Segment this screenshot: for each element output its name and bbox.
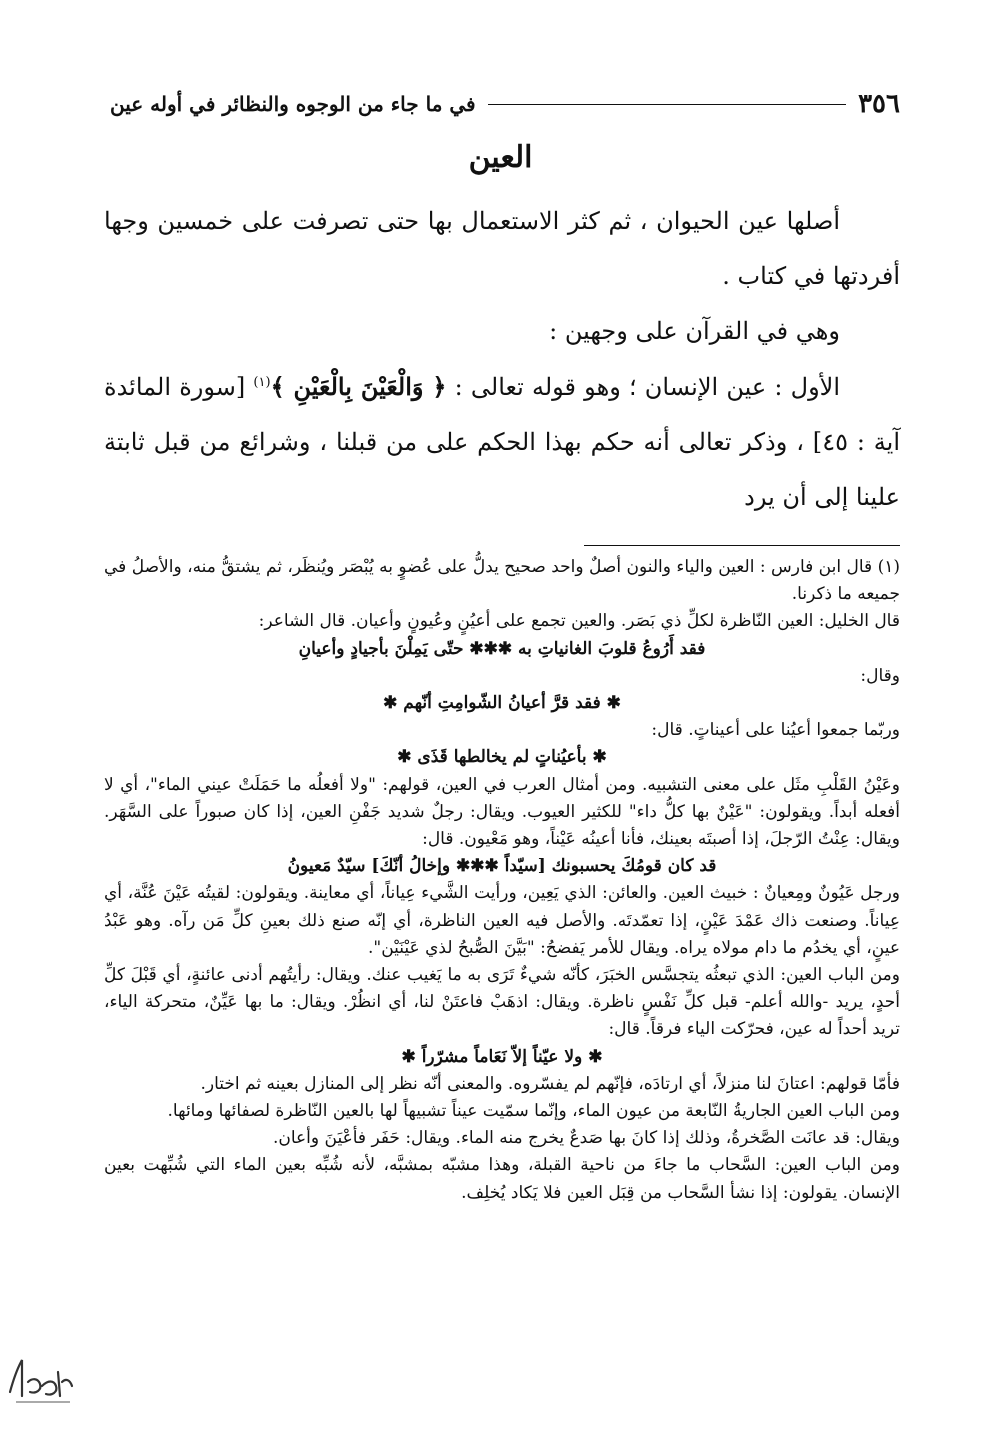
watermark-signature bbox=[6, 1352, 76, 1408]
main-text bbox=[104, 194, 900, 525]
footnotes bbox=[104, 554, 900, 1207]
footnote-line: فأمّا قولهم: اعتانَ لنا منزلاً، أي ارتادَه، فإنّهم لم يفسّروه. والمعنى أنّه نظر إلى المنازل بعينه ثم اختار. bbox=[200, 1073, 900, 1094]
running-header bbox=[110, 84, 900, 124]
footnote-line: قال الخليل: العين النّاظرة لكلِّ ذي بَصَر. والعين تجمع على أعيُنٍ وعُيونٍ وأعيان. قال الشاعر: bbox=[258, 611, 900, 632]
footnote-line: ومن الباب العين: الذي تبعثُه يتجسَّس الخبَرَ، كأنّه شيءٌ تَرَى به ما يَغيب عنك. ويقال: رأيتُهم أدنى عائنةٍ، أي قَبْلَ كلِّ أحدٍ، يريد -والله أعلم- قبل كلِّ نَفْسٍ ناظرة. ويقال: اذهَبْ فاعتَنْ لنا، أي انظُرْ. ويقال: ما بها عَيِّنٌ، متحركة الياء، تريد أحداً له عين، فحرّكت الياء فرقاً. قال: bbox=[104, 965, 900, 1040]
section-title: العين bbox=[468, 140, 533, 175]
page-number: ٣٥٦ bbox=[858, 89, 900, 119]
footnote-line: (١) قال ابن فارس : العين والياء والنون أصلٌ واحد صحيح يدلُّ على عُضوٍ به يُبْصَر ويُنظَر، ثم يشتقُّ منه، والأصلُ في جميعه ما ذكرنا. bbox=[104, 557, 900, 605]
footnote-line: وقال: bbox=[860, 665, 900, 686]
paragraph-first-meaning bbox=[104, 359, 900, 525]
footnote-line: ومن الباب العين: السَّحاب ما جاءَ من ناحية القبلة، وهذا مشبّه بمشبَّه، لأنه شُبِّه بعين الماء التي شُبِّهت بعين الإنسان. يقولون: إذا نشأ السَّحاب من قِبَل العين فلا يَكاد يُخلِف. bbox=[104, 1155, 900, 1203]
footnote-line: ومن الباب العين الجاريةُ النّابعة من عيون الماء، وإنّما سمّيت عيناً تشبيهاً لها بالعين النّاظرة لصفائها ومائها. bbox=[167, 1101, 900, 1122]
footnote-separator bbox=[584, 545, 900, 546]
quran-verse: ﴿ وَالْعَيْنَ بِالْعَيْنِ ﴾ bbox=[270, 372, 447, 401]
footnote-verse: فقد أَرُوعُ قلوبَ الغانياتِ به ✱✱✱ حتّى يَمِلْنَ بأجيادٍ وأعيانِ bbox=[298, 638, 706, 659]
footnote-verse: ✱ بأعيُناتٍ لم يخالطها قَذَى ✱ bbox=[397, 747, 607, 768]
paragraph-intro: أصلها عين الحيوان ، ثم كثر الاستعمال بها حتى تصرفت على خمسين وجها أفردتها في كتاب . bbox=[104, 207, 900, 290]
footnote-line: ويقال: قد عانَت الصَّخرةُ، وذلك إذا كانَ بها صَدعٌ يخرج منه الماء. ويقال: حَفَر فأعْيَنَ وأعان. bbox=[272, 1128, 900, 1149]
footnote-line: وعَيْنُ القَلْبِ مثَل على معنى التشبيه. ومن أمثال العرب في العين، قولهم: "ولا أفعلُه ما حَمَلَتْ عيني الماء"، أي لا أفعله أبداً. ويقولون: "عَيْنٌ بها كلُّ داء" للكثير العيوب. ويقال: رجلٌ شديد جَفْنِ العين، إذا كان صبوراً على السَّهَر. ويقال: عِنْتُ الرّجلَ، إذا أصبتَه بعينك، فأنا أعينُه عَيْناً، وهو مَعْيون. قال: bbox=[104, 774, 900, 850]
paragraph-two-meanings: وهي في القرآن على وجهين : bbox=[549, 317, 840, 345]
footnote-line: ورجل عَيُونٌ ومِعيانٌ : خبيث العين. والعائن: الذي يَعِين، ورأيت الشَّيء عِياناً، أي معاينة. ويقولون: لقيتُه عَيْنَ عُنَّة، أي عِياناً. وصنعت ذاك عَمْدَ عَيْنٍ، إذا تعمّدتَه. والأصل فيه العين الناظرة، أي إنّه صنع ذلك بعينِ كلِّ مَن رآه. وهو عَبْدُ عينٍ، أي يخدُم ما دام مولاه يراه. ويقال للأمر يَفضحُ: "بَيَّنَ الصُّبحُ لذي عَيْنَيْن". bbox=[104, 883, 900, 958]
footnote-verse: ✱ ولا عيّناً إلاّ نَعَاماً مشرّراً ✱ bbox=[401, 1046, 603, 1067]
first-meaning-lead: الأول : عين الإنسان ؛ وهو قوله تعالى : bbox=[454, 373, 841, 401]
footnote-verse: ✱ فقد قرَّ أعيانُ الشّوامِتِ أنّهم ✱ bbox=[383, 693, 621, 714]
footnote-verse: قد كان قومُكَ يحسبونك [سيّداً ✱✱✱ وإخالُ أنّكَ] سيّدٌ مَعيونُ bbox=[287, 856, 717, 877]
header-rule bbox=[488, 104, 846, 105]
footnote-line: وربّما جمعوا أعيُنا على أعيناتٍ. قال: bbox=[651, 720, 900, 741]
first-meaning-rest: [سورة المائدة آية : ٤٥] ، وذكر تعالى أنه حكم بهذا الحكم على من قبلنا ، وشرائع من قبل ثابتة علينا إلى أن يرد bbox=[104, 373, 901, 511]
running-title: في ما جاء من الوجوه والنظائر في أوله عين bbox=[110, 92, 476, 116]
footnote-marker[interactable]: (١) bbox=[253, 375, 271, 390]
